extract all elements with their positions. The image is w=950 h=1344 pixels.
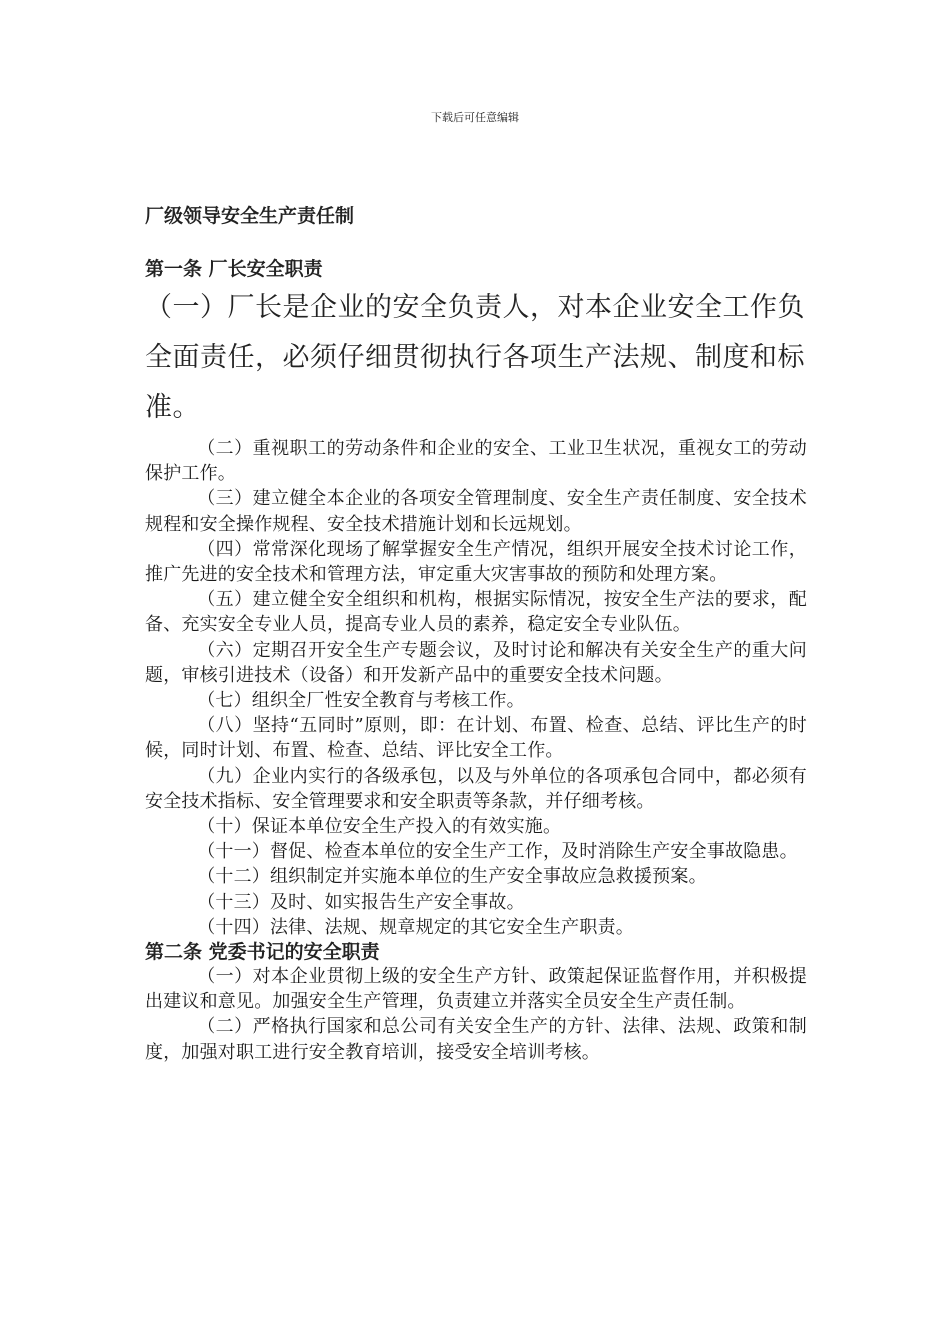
article-2-heading: 第二条 党委书记的安全职责 — [145, 941, 380, 964]
article-1-paragraph-12: （十二）组织制定并实施本单位的生产安全事故应急救援预案。 — [197, 866, 707, 888]
article-1-paragraphs — [145, 436, 807, 940]
document-title: 厂级领导安全生产责任制 — [145, 205, 355, 227]
article-1-paragraph-9: （九）企业内实行的各级承包，以及与外单位的各项承包合同中，都必须有安全技术指标、安全管理要求和安全职责等条款，并仔细考核。 — [145, 765, 807, 812]
article-2-paragraph-1: （一）对本企业贯彻上级的安全生产方针、政策起保证监督作用，并积极提出建议和意见。加强安全生产管理，负责建立并落实全员安全生产责任制。 — [145, 966, 807, 1013]
article-1-paragraph-6: （六）定期召开安全生产专题会议，及时讨论和解决有关安全生产的重大问题，审核引进技术（设备）和开发新产品中的重要安全技术问题。 — [145, 639, 807, 686]
document-body — [145, 203, 807, 1065]
article-1-paragraph-14: （十四）法律、法规、规章规定的其它安全生产职责。 — [197, 916, 634, 938]
article-2-paragraphs — [145, 964, 807, 1065]
article-1-paragraph-8: （八）坚持“五同时”原则，即：在计划、布置、检查、总结、评比生产的时候，同时计划、布置、检查、总结、评比安全工作。 — [145, 715, 807, 762]
article-1-paragraph-2: （二）重视职工的劳动条件和企业的安全、工业卫生状况，重视女工的劳动保护工作。 — [145, 438, 807, 485]
article-1-paragraph-3: （三）建立健全本企业的各项安全管理制度、安全生产责任制度、安全技术规程和安全操作规程、安全技术措施计划和长远规划。 — [145, 488, 807, 535]
article-1-paragraph-7: （七）组织全厂性安全教育与考核工作。 — [197, 690, 525, 712]
article-1-heading: 第一条 厂长安全职责 — [145, 258, 323, 280]
article-1-lead-paragraph: （一）厂长是企业的安全负责人，对本企业安全工作负全面责任，必须仔细贯彻执行各项生产法规、制度和标准。 — [145, 292, 805, 423]
header-note: 下载后可任意编辑 — [431, 111, 519, 124]
article-1-paragraph-5: （五）建立健全安全组织和机构，根据实际情况，按安全生产法的要求，配备、充实安全专业人员，提高专业人员的素养，稳定安全专业队伍。 — [145, 589, 807, 636]
article-1-paragraph-4: （四）常常深化现场了解掌握安全生产情况，组织开展安全技术讨论工作，推广先进的安全技术和管理方法，审定重大灾害事故的预防和处理方案。 — [145, 538, 807, 586]
article-2-paragraph-2: （二）严格执行国家和总公司有关安全生产的方针、法律、法规、政策和制度，加强对职工进行安全教育培训，接受安全培训考核。 — [145, 1016, 807, 1063]
article-1-paragraph-11: （十一）督促、检查本单位的安全生产工作，及时消除生产安全事故隐患。 — [197, 841, 798, 863]
article-1-paragraph-13: （十三）及时、如实报告生产安全事故。 — [197, 891, 525, 913]
article-1-paragraph-10: （十）保证本单位安全生产投入的有效实施。 — [197, 816, 562, 838]
